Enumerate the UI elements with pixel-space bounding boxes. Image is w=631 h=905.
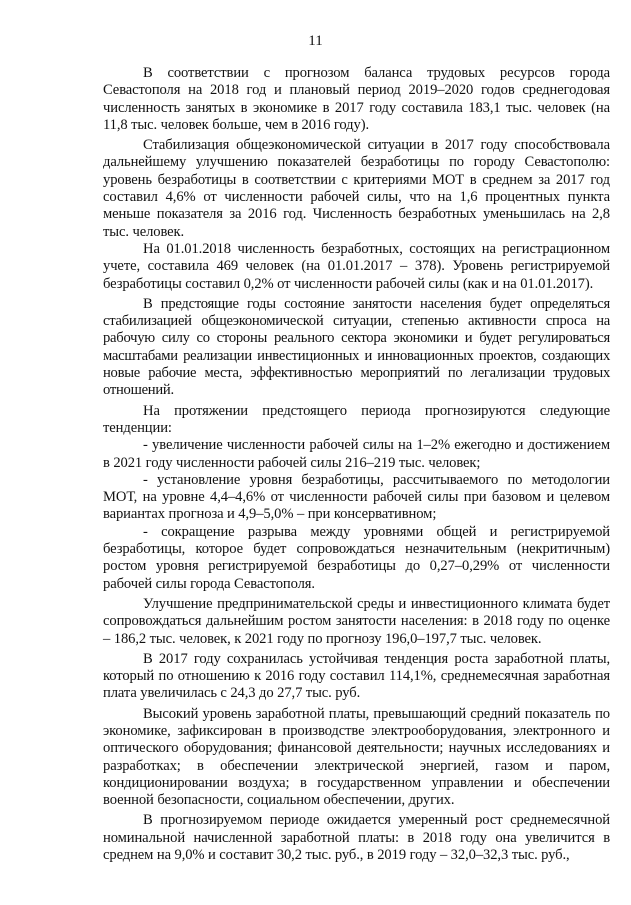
list-item-labor-force-growth: - увеличение численности рабочей силы на 1–2% ежегодно и достижением в 2021 году численности рабочей силы 216–219 тыс. человек; [103, 437, 610, 471]
paragraph-registered-unemployment: На 01.01.2018 численность безработных, состоящих на регистрационном учете, составила 469 человек (на 01.01.2017 – 378). Уровень регистрируемой безработицы составил 0,2% от численности рабочей силы (как и на 01.01.2017). [103, 240, 610, 292]
body-text [103, 65, 610, 864]
paragraph-high-wage-sectors: Высокий уровень заработной платы, превышающий средний показатель по экономике, зафиксирован в производстве электрооборудования, электронного и оптического оборудования; финансовой деятельности; научных исследованиях и разработках; в обеспечении электрической энергией, газом и паром, кондиционировании воздуха; в государственном управлении и обеспечении военной безопасности, социальном обеспечении, других. [103, 705, 610, 809]
paragraph-labor-forecast: В соответствии с прогнозом баланса трудовых ресурсов города Севастополя на 2018 год и плановый период 2019–2020 годов среднегодовая численность занятых в экономике в 2017 году составила 183,1 тыс. человек (на 11,8 тыс. человек больше, чем в 2016 году). [103, 65, 610, 133]
paragraph-employment-outlook: В предстоящие годы состояние занятости населения будет определяться стабилизацией общеэкономической ситуации, степенью активности спроса на рабочую силу со стороны реального сектора экономики и будет регулироваться масштабами реализации инвестиционных и инновационных проектов, создающих новые рабочие места, эффективностью мероприятий по легализации трудовых отношений. [103, 295, 610, 399]
list-item-ilo-unemployment-level: - установление уровня безработицы, рассчитываемого по методологии МОТ, на уровне 4,4–4,6% от численности рабочей силы при базовом и целевом вариантах прогноза и 4,9–5,0% – при консервативном; [103, 471, 610, 523]
paragraph-unemployment-stabilization: Стабилизация общеэкономической ситуации в 2017 году способствовала дальнейшему улучшению показателей безработицы по городу Севастополю: уровень безработицы в соответствии с критериями МОТ в среднем за 2017 год составил 4,6% от численности рабочей силы, что на 1,6 процентных пункта меньше показателя за 2016 год. Численность безработных уменьшилась на 2,8 тыс. человек. [103, 137, 610, 240]
paragraph-wage-growth: В 2017 году сохранилась устойчивая тенденция роста заработной платы, который по отношению к 2016 году составил 114,1%, среднемесячная заработная плата увеличилась с 24,3 до 27,7 тыс. руб. [103, 650, 610, 702]
list-item-unemployment-gap: - сокращение разрыва между уровнями общей и регистрируемой безработицы, которое будет сопровождаться незначительным (некритичным) ростом уровня регистрируемой безработицы до 0,27–0,29% от численности рабочей силы города Севастополя. [103, 523, 610, 592]
paragraph-wage-forecast: В прогнозируемом периоде ожидается умеренный рост среднемесячной номинальной начисленной заработной платы: в 2018 году она увеличится в среднем на 9,0% и составит 30,2 тыс. руб., в 2019 году – 32,0–32,3 тыс. руб., [103, 812, 610, 864]
page-number: 11 [308, 33, 323, 49]
paragraph-trends-intro: На протяжении предстоящего периода прогнозируются следующие тенденции: [103, 402, 610, 436]
paragraph-business-climate: Улучшение предпринимательской среды и инвестиционного климата будет сопровождаться дальнейшим ростом занятости населения: в 2018 году по оценке – 186,2 тыс. человек, к 2021 году по прогнозу 196,0–197,7 тыс. человек. [103, 595, 610, 647]
